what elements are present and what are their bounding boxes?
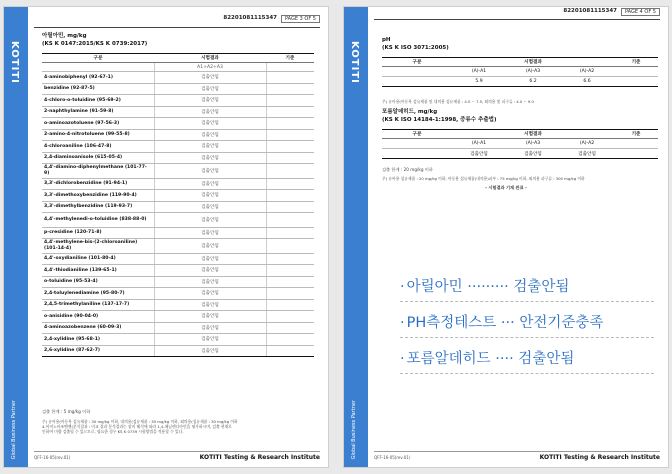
substance-name: 4,4'-thiodianiline (139-65-1) <box>42 265 154 277</box>
result-value: 검출안됨 <box>154 288 266 300</box>
standard-value <box>266 118 314 130</box>
sidebar-tagline: Global Business Partner <box>351 399 357 459</box>
standard-value <box>266 213 314 228</box>
standard-value <box>266 83 314 95</box>
substance-name: 4-chloro-o-toluidine (95-69-2) <box>42 95 154 107</box>
standard-value <box>266 152 314 164</box>
arylamine-table <box>42 53 314 357</box>
substance-name: 3,3'-dimethylbenzidine (119-93-7) <box>42 201 154 213</box>
substance-name: o-toluidine (95-53-4) <box>42 276 154 288</box>
summary-text: 아릴아민 ········· 검출안됨 <box>406 279 570 295</box>
page-header <box>563 8 660 16</box>
ph-title <box>382 37 449 52</box>
sample-row <box>382 67 658 77</box>
table-row <box>42 118 314 130</box>
table-row <box>42 322 314 334</box>
header-standard: 기준 <box>614 58 658 67</box>
page-header <box>223 15 320 23</box>
report-page-3 <box>3 6 329 468</box>
value-row <box>382 77 658 87</box>
substance-name: p-cresidine (120-71-8) <box>42 227 154 239</box>
section-standard: (KS K 0147:2015/KS K 0739:2017) <box>42 40 148 47</box>
sample-row <box>382 139 658 149</box>
table-row <box>42 334 314 346</box>
ph-title-text: pH <box>382 37 391 43</box>
result-value: 검출안됨 <box>154 129 266 141</box>
table-row <box>42 83 314 95</box>
result-value: 검출안됨 <box>154 253 266 265</box>
table-row <box>42 72 314 84</box>
form-value-a2: 검출안됨 <box>560 149 614 159</box>
standard-value <box>266 141 314 153</box>
formaldehyde-title <box>382 109 497 124</box>
sample-a2: (A)-A2 <box>560 67 614 77</box>
result-value: 검출안됨 <box>154 334 266 346</box>
substance-name: 2,6-xylidine (87-62-7) <box>42 345 154 357</box>
substance-name: 4,4'-oxydianiline (101-80-4) <box>42 253 154 265</box>
kotiti-logo: KOTITI <box>9 41 20 84</box>
substance-name: 3,3'-dichlorobenzidine (91-94-1) <box>42 178 154 190</box>
page-footer <box>374 451 660 461</box>
substance-name: 2-amino-4-nitrotoluene (99-55-8) <box>42 129 154 141</box>
substance-name: benzidine (92-87-5) <box>42 83 154 95</box>
sample-row <box>42 63 314 72</box>
table-row <box>42 299 314 311</box>
result-value: 검출안됨 <box>154 106 266 118</box>
table-row <box>42 190 314 202</box>
standard-value <box>266 129 314 141</box>
table-header-row <box>382 130 658 139</box>
result-value: 검출안됨 <box>154 164 266 179</box>
table-row <box>42 253 314 265</box>
standard-value <box>266 311 314 323</box>
result-value: 검출안됨 <box>154 190 266 202</box>
substance-name: 2,4-toluylenediamine (95-80-7) <box>42 288 154 300</box>
header-category: 구분 <box>42 54 154 63</box>
detection-limit: 검출 한계 : 5 mg/kg 이하 <box>42 409 91 414</box>
sample-a1: (A)-A1 <box>452 67 506 77</box>
table-row <box>42 201 314 213</box>
table-row <box>42 311 314 323</box>
table-row <box>42 152 314 164</box>
kotiti-logo: KOTITI <box>349 41 360 84</box>
header-result: 시험결과 <box>452 58 614 67</box>
standard-value <box>266 265 314 277</box>
substance-name: 2,4-xylidine (95-68-1) <box>42 334 154 346</box>
result-value: 검출안됨 <box>154 201 266 213</box>
table-row <box>42 141 314 153</box>
footnote-line-3: 인하여 미량 검출될 수 있으므로, 필요한 경우 KS K 0739 시험방법을 적용할 수 있다. <box>42 429 184 434</box>
substance-name: 4-aminobiphenyl (92-67-1) <box>42 72 154 84</box>
substance-name: 4,4'-methylenedi-o-toluidine (838-88-0) <box>42 213 154 228</box>
result-value: 검출안됨 <box>154 299 266 311</box>
table-row <box>42 95 314 107</box>
summary-overlay <box>374 269 668 467</box>
standard-value <box>266 201 314 213</box>
bullet-dot: · <box>400 315 405 331</box>
summary-text: 포름알데히드 ···· 검출안됨 <box>406 351 575 367</box>
standard-value <box>266 288 314 300</box>
result-value: 검출안됨 <box>154 178 266 190</box>
standard-value <box>266 72 314 84</box>
table-row <box>42 213 314 228</box>
summary-divider <box>400 373 654 374</box>
result-value: 검출안됨 <box>154 83 266 95</box>
result-value: 검출안됨 <box>154 322 266 334</box>
result-value: 검출안됨 <box>154 311 266 323</box>
report-page-4 <box>343 6 669 468</box>
bullet-dot: · <box>400 279 405 295</box>
substance-name: 2,4,5-trimethylaniline (137-17-7) <box>42 299 154 311</box>
table-row <box>42 227 314 239</box>
substance-name: 4,4'-diamino-diphenylmethane (101-77-9) <box>42 164 154 179</box>
ph-value-a2: 6.6 <box>560 77 614 87</box>
substance-name: o-anisidine (90-04-0) <box>42 311 154 323</box>
ph-value-a1: 5.9 <box>452 77 506 87</box>
footnote-line-2: 4-아미노아조벤젠(분석결과 : 비교 결과 분석결과는 장비 해석에 따라 1,4-페닐렌디아민을 평가하시며, 검출 현재로 <box>42 424 232 429</box>
summary-arylamine <box>400 275 569 296</box>
footnote-line-1: 주) 유아용(아동복 섬유제품 : 30 mg/kg 이하, 내의용(섬유제품 : 30 mg/kg 이하, 외의용(섬유제품 : 30 mg/kg 이하 <box>42 419 238 424</box>
table-row <box>42 178 314 190</box>
result-value: 검출안됨 <box>154 141 266 153</box>
standard-value <box>266 299 314 311</box>
standard-value <box>266 95 314 107</box>
standard-value <box>266 106 314 118</box>
page-footer <box>34 451 320 461</box>
substance-name: 4-aminoazobenzene (60-09-3) <box>42 322 154 334</box>
result-value: 검출안됨 <box>154 118 266 130</box>
table-row <box>42 345 314 357</box>
footnote <box>42 419 312 434</box>
header-result: 시험결과 <box>154 54 266 63</box>
table-header-row <box>382 58 658 67</box>
table-row <box>42 164 314 179</box>
form-code: QFF-16-05(rev.01) <box>34 455 71 460</box>
standard-value <box>266 334 314 346</box>
result-value: 검출안됨 <box>154 265 266 277</box>
bullet-dot: · <box>400 351 405 367</box>
result-value: 검출안됨 <box>154 95 266 107</box>
standard-value <box>266 239 314 254</box>
result-value: 검출안됨 <box>154 239 266 254</box>
standard-value <box>266 164 314 179</box>
form-value-a3: 검출안됨 <box>506 149 560 159</box>
substance-name: o-aminoazotoluene (97-56-3) <box>42 118 154 130</box>
form-value-a1: 검출안됨 <box>452 149 506 159</box>
standard-value <box>266 345 314 357</box>
header-category: 구분 <box>382 58 452 67</box>
summary-ph <box>400 311 603 332</box>
summary-divider <box>400 301 654 302</box>
standard-value <box>266 190 314 202</box>
result-value: 검출안됨 <box>154 213 266 228</box>
result-value: 검출안됨 <box>154 152 266 164</box>
summary-divider <box>400 337 654 338</box>
summary-formaldehyde <box>400 347 574 368</box>
ph-standard: (KS K ISO 3071:2005) <box>382 44 449 51</box>
report-id: 82201081115347 <box>223 15 277 21</box>
formaldehyde-limit: 검출 한계 : 20 mg/kg 이하 <box>382 167 433 172</box>
sample-a2: (A)-A2 <box>560 139 614 149</box>
sample-a1: (A)-A1 <box>452 139 506 149</box>
substance-name: 3,3'-dimethoxybenzidine (119-90-4) <box>42 190 154 202</box>
standard-value <box>266 322 314 334</box>
sample-a3: (A)-A3 <box>506 139 560 149</box>
substance-name: 2,4-diaminoanisole (615-05-4) <box>42 152 154 164</box>
standard-value <box>266 227 314 239</box>
institute-name: KOTITI Testing & Research Institute <box>539 454 660 461</box>
table-row <box>42 265 314 277</box>
header-result: 시험결과 <box>452 130 614 139</box>
header-standard: 기준 <box>266 54 314 63</box>
ph-table <box>382 57 658 87</box>
page-number: PAGE 4 OF 5 <box>621 8 660 16</box>
brand-sidebar <box>344 7 368 467</box>
value-row <box>382 149 658 159</box>
table-header-row <box>42 54 314 63</box>
result-value: 검출안됨 <box>154 72 266 84</box>
substance-name: 2-naphthylamine (91-59-8) <box>42 106 154 118</box>
ph-footnote: 주) 유아용(아동복 섬유제품 및 내의용 섬유제품 : 4.0 ~ 7.5, 외의용 및 피구류 : 4.0 ~ 9.0 <box>382 99 534 104</box>
standard-value <box>266 276 314 288</box>
summary-text: PH측정테스트 ··· 안전기준충족 <box>406 315 604 331</box>
substance-name: 4,4'-methylene-bis-(2-chloroaniline) (101-14-4) <box>42 239 154 254</box>
standard-value <box>266 253 314 265</box>
table-row <box>42 276 314 288</box>
sidebar-tagline: Global Business Partner <box>11 399 17 459</box>
result-value: 검출안됨 <box>154 227 266 239</box>
formaldehyde-table <box>382 129 658 159</box>
section-title-text: 아릴아민, mg/kg <box>42 33 87 39</box>
page-number: PAGE 3 OF 5 <box>281 15 320 23</box>
header-divider <box>374 19 660 20</box>
header-category: 구분 <box>382 130 452 139</box>
header-divider <box>34 27 320 28</box>
form-code: QFF-16-05(rev.01) <box>374 455 411 460</box>
sample-label: A1+A2+A3 <box>154 63 266 72</box>
ph-value-a3: 6.2 <box>506 77 560 87</box>
header-standard: 기준 <box>614 130 658 139</box>
brand-sidebar <box>4 7 28 467</box>
table-row <box>42 129 314 141</box>
table-row <box>42 106 314 118</box>
standard-value <box>266 178 314 190</box>
table-row <box>42 288 314 300</box>
formaldehyde-standard: (KS K ISO 14184-1:1998, 증류수 추출법) <box>382 116 497 123</box>
result-value: 검출안됨 <box>154 345 266 357</box>
table-row <box>42 239 314 254</box>
formaldehyde-title-text: 포름알데히드, mg/kg <box>382 109 438 115</box>
result-value: 검출안됨 <box>154 276 266 288</box>
report-id: 82201081115347 <box>563 8 617 14</box>
formaldehyde-footnote: 주) 유아용 섬유제품 : 20 mg/kg 이하, 아동용 섬유제품(내의용)피부 : 75 mg/kg 이하, 외의용 피구류 : 300 mg/kg 이하 <box>382 176 585 181</box>
sample-a3: (A)-A3 <box>506 67 560 77</box>
institute-name: KOTITI Testing & Research Institute <box>199 454 320 461</box>
section-title <box>42 33 147 48</box>
end-mark: - 시험결과 기재 완료 - <box>485 185 527 190</box>
substance-name: 4-chloroaniline (106-47-8) <box>42 141 154 153</box>
